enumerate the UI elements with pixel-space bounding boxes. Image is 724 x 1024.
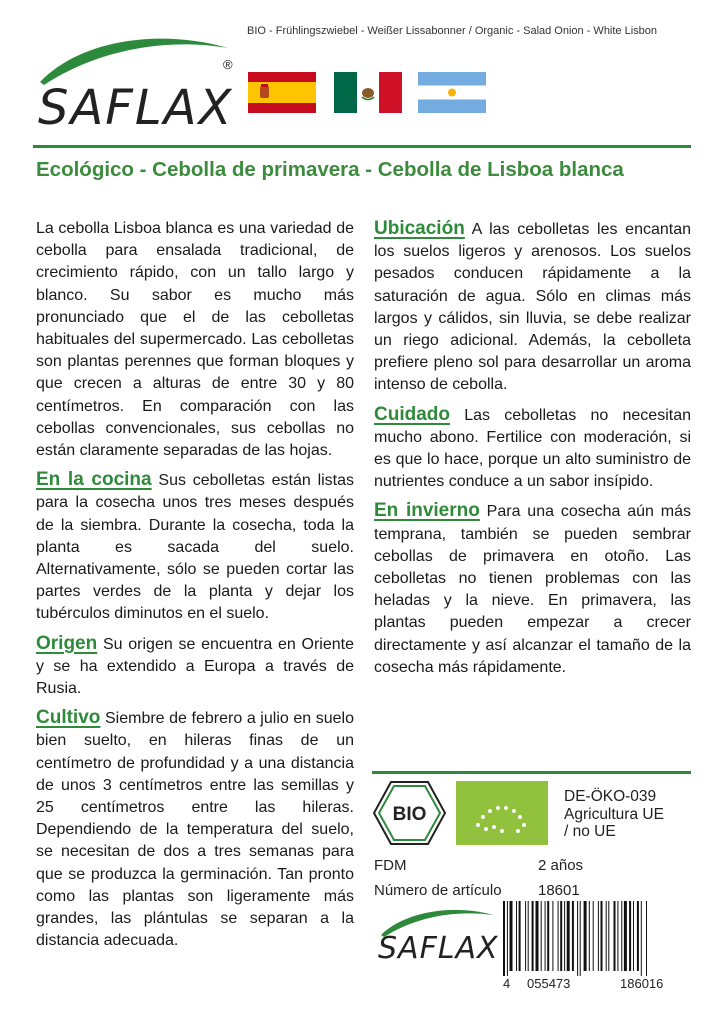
article-number-value: 18601: [538, 882, 580, 899]
section-text-origen: Su origen se encuentra en Oriente y se ha extendido a Europa a través de Rusia.: [36, 635, 354, 698]
barcode-group-2: 186016: [620, 976, 664, 991]
fdm-value: 2 años: [538, 857, 584, 874]
section-origen: [36, 633, 354, 701]
barcode-bar: [510, 901, 513, 971]
barcode-bar: [545, 901, 546, 971]
page-title: Ecológico - Cebolla de primavera - Cebolla de Lisboa blanca: [36, 158, 624, 181]
cert-origin: Agricultura UE: [564, 805, 664, 823]
barcode-bar: [532, 901, 534, 971]
cert-origin-2: / no UE: [564, 823, 616, 840]
barcode-bar: [503, 901, 505, 976]
section-ubicacion: [374, 218, 691, 397]
section-text-cultivo: Siembre de febrero a julio en suelo bien suelto, en hileras finas de un centímetro de profundidad y a una distancia de unos 3 centímetros entre las semillas y 25 centímetros entre las hileras. Dependiendo de la temperatura del suelo, se necesitan de dos a tres semanas para que se produzca la germinación. Tan pronto como las plantas son ligeramente más grandes, las plántulas se separan a la distancia adecuada.: [36, 710, 354, 950]
barcode-bar: [525, 901, 526, 971]
article-number-label: Número de artículo: [374, 882, 502, 899]
top-divider: [33, 145, 691, 148]
section-heading-cuidado: Cuidado: [374, 403, 450, 425]
barcode-bar: [641, 901, 642, 976]
section-heading-ubicacion: Ubicación: [374, 218, 465, 239]
certification-divider: [372, 771, 691, 774]
saflax-logo: [30, 30, 245, 136]
barcode-bar: [637, 901, 639, 971]
section-invierno: [374, 500, 691, 679]
barcode-bar: [629, 901, 631, 971]
section-heading-cocina: En la cocina: [36, 469, 152, 491]
fdm-label: FDM: [374, 857, 407, 874]
section-text-cuidado: Las cebolletas no necesitan mucho abono. Fertilice con moderación, si es que lo hace, porque un alto suministro de nutrientes conduce a un sabor insípido.: [374, 406, 691, 491]
barcode-bar: [577, 901, 578, 976]
bio-seal-label: BIO: [392, 804, 427, 825]
barcode-bar: [519, 901, 521, 971]
section-text-cocina: Sus cebolletas están listas para la cosecha unos tres meses después de la siembra. Durante la cosecha, toda la planta es sacada del suelo. Alternativamente, sólo se pueden cortar las partes verdes de la planta y dejar los tubérculos diminutos en el suelo.: [36, 472, 355, 623]
barcode-bar: [589, 901, 590, 971]
barcode-bar: [608, 901, 609, 971]
section-cuidado: [374, 404, 691, 494]
barcode-bar: [601, 901, 603, 971]
right-column: [374, 218, 691, 686]
barcode-bar: [584, 901, 587, 971]
barcode-bar: [564, 901, 565, 971]
barcode-bar: [536, 901, 539, 971]
certification-text: [564, 788, 664, 841]
barcode-bar: [572, 901, 574, 971]
barcode-bar: [516, 901, 517, 971]
intro-paragraph: La cebolla Lisboa blanca es una variedad de cebolla para ensalada tradicional, de crecimiento rápido, con un tallo largo y blanco. Su sabor es mucho más pronunciado que el de las cebolletas habituales del supermercado. Las cebolletas son plantas perennes que forman bloques y que crecen a alturas de entre 30 y 80 centímetros. En comparación con las cebollas convencionales, sus cebollas no están claramente separadas de las hojas.: [36, 220, 354, 460]
header-product-line: BIO - Frühlingszwiebel - Weißer Lissabonner / Organic - Salad Onion - White Lisbon: [247, 25, 658, 37]
registered-mark: ®: [223, 57, 233, 72]
barcode-bar: [558, 901, 559, 971]
cert-code: DE-ÖKO-039: [564, 788, 657, 805]
barcode-bar: [528, 901, 529, 971]
section-text-ubicacion: A las cebolletas les encantan los suelos ligeros y arenosos. Los suelos pesados conducen rápidamente a la saturación de agua. Sólo en climas más largos y cálidos, sin lluvia, se debe realizar un riego adicional. Además, la cebolleta prefiere pleno sol para desarrollar un aroma intenso de cebolla.: [374, 221, 692, 394]
barcode-bar: [560, 901, 562, 971]
barcode-icon: [499, 901, 693, 976]
barcode-bar: [541, 901, 542, 971]
left-column: [36, 218, 354, 960]
bio-seal-icon: [373, 780, 446, 846]
spain-flag-icon: [248, 72, 316, 113]
section-heading-invierno: En invierno: [374, 500, 480, 522]
argentina-flag-icon: [418, 72, 486, 113]
section-heading-cultivo: Cultivo: [36, 707, 101, 729]
section-cultivo: [36, 707, 354, 952]
eu-organic-leaf-icon: [456, 781, 548, 845]
barcode-bar: [614, 901, 616, 971]
barcode-bar: [552, 901, 553, 971]
barcode-bar: [547, 901, 549, 971]
barcode-bar: [598, 901, 599, 971]
section-text-invierno: Para una cosecha aún más temprana, también se pueden sembrar cebollas de primavera en otoño. Las cebolletas no tienen problemas con las heladas y la nieve. En primavera, las plantas pueden empezar a crecer directamente y así alcanzar el tamaño de la cosecha más rápidamente.: [374, 503, 691, 676]
barcode-bar: [624, 901, 627, 971]
brand-name-small: SAFLAX: [378, 931, 499, 966]
barcode-bar: [606, 901, 607, 971]
barcode-bar: [593, 901, 594, 971]
barcode-lead-digit: 4: [503, 976, 511, 991]
brand-name: SAFLAX: [38, 80, 234, 136]
section-cocina: [36, 469, 354, 625]
barcode-bar: [580, 901, 581, 976]
mexico-flag-icon: [334, 72, 402, 113]
barcode-bar: [567, 901, 570, 971]
barcode-group-1: 055473: [527, 976, 571, 991]
saflax-logo-small: [375, 905, 500, 975]
barcode-bar: [507, 901, 508, 976]
section-heading-origen: Origen: [36, 632, 98, 654]
barcode-bar: [646, 901, 647, 976]
barcode-bar: [633, 901, 634, 971]
barcode-bar: [621, 901, 622, 971]
barcode-bar: [617, 901, 618, 971]
